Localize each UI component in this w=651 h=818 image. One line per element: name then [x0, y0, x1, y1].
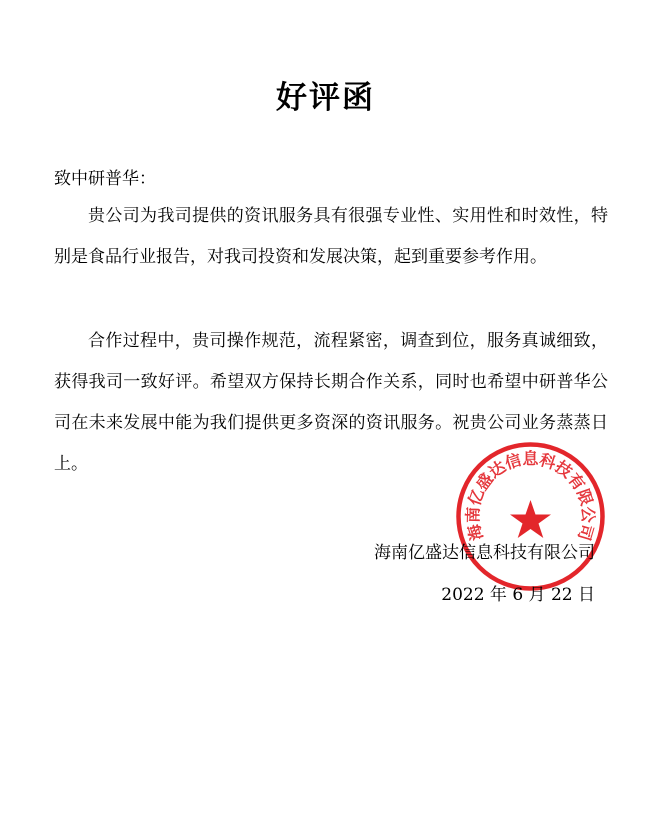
- signature-date: 2022 年 6 月 22 日: [441, 585, 595, 605]
- letter-title: 好评函: [276, 80, 375, 116]
- salutation: 致中研普华：: [54, 169, 156, 189]
- seal-star-icon: [510, 500, 551, 538]
- body-paragraph-1: 贵公司为我司提供的资讯服务具有很强专业性、实用性和时效性，特别是食品行业报告，对我司投资和发展决策，起到重要参考作用。: [54, 206, 608, 267]
- signature-company: 海南亿盛达信息科技有限公司: [374, 543, 595, 563]
- body-paragraph-2: 合作过程中，贵司操作规范，流程紧密，调查到位，服务真诚细致，获得我司一致好评。希望双方保持长期合作关系，同时也希望中研普华公司在未来发展中能为我们提供更多资深的资讯服务。祝贵公司业务蒸蒸日上。: [54, 331, 608, 474]
- seal-text: 海南亿盛达信息科技有限公司: [463, 449, 598, 543]
